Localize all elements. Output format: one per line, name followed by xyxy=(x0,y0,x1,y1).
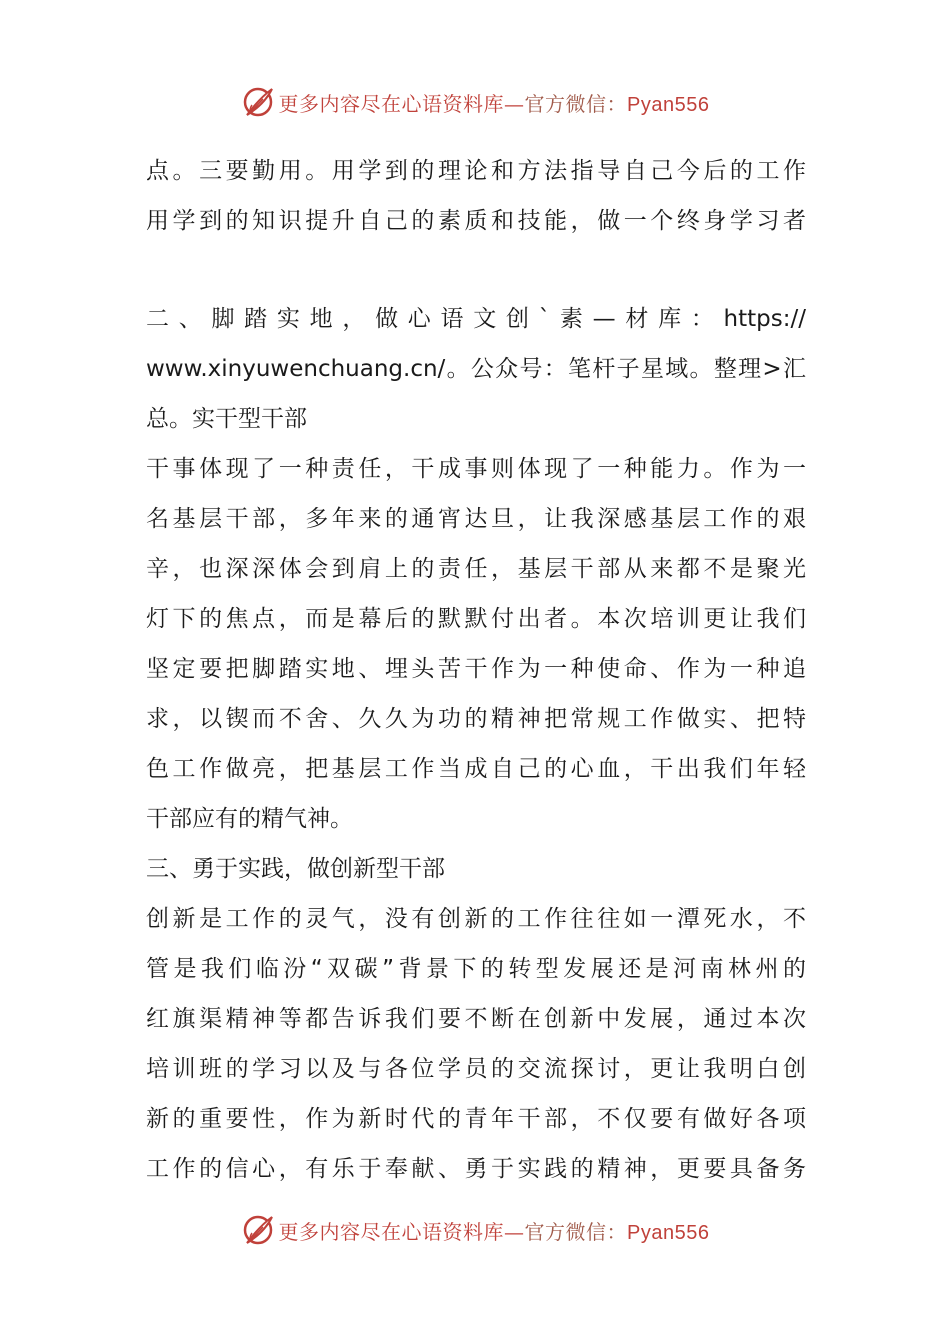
footer-wechat-label: 官方微信： xyxy=(524,1219,628,1244)
body-line-2: 用学到的知识提升自己的素质和技能，做一个终身学习者 xyxy=(146,208,806,234)
body-line-20: 工作的信心，有乐于奉献、勇于实践的精神，更要具备务 xyxy=(146,1156,806,1182)
header-wechat-id: Pyan556 xyxy=(627,93,710,116)
body-line-4: www.xinyuwenchuang.cn/。公众号：笔杆子星域。整理>汇 xyxy=(146,356,806,382)
header-site-text: 更多内容尽在心语资料库 xyxy=(278,91,505,116)
body-line-7: 名基层干部，多年来的通宵达旦，让我深感基层工作的艰 xyxy=(146,506,806,532)
body-line-19: 新的重要性，作为新时代的青年干部，不仅要有做好各项 xyxy=(146,1106,806,1132)
footer-banner-text xyxy=(279,1216,710,1245)
paragraph-gap xyxy=(146,246,806,294)
body-line-13: 干部应有的精气神。 xyxy=(146,806,353,832)
body-line-8: 辛，也深深体会到肩上的责任，基层干部从来都不是聚光 xyxy=(146,556,806,582)
body-line-9: 灯下的焦点，而是幕后的默默付出者。本次培训更让我们 xyxy=(146,606,806,632)
document-body xyxy=(146,146,806,1194)
body-line-10: 坚定要把脚踏实地、埋头苦干作为一种使命、作为一种追 xyxy=(146,656,806,682)
body-line-5: 总。实干型干部 xyxy=(146,406,307,432)
body-line-15: 创新是工作的灵气，没有创新的工作往往如一潭死水，不 xyxy=(146,906,806,932)
body-line-16: 管是我们临汾“双碳”背景下的转型发展还是河南林州的 xyxy=(146,956,806,982)
header-dash: — xyxy=(504,91,525,116)
body-line-3: 二、脚踏实地，做心语文创`素—材库：https:// xyxy=(146,306,806,332)
body-line-17: 红旗渠精神等都告诉我们要不断在创新中发展，通过本次 xyxy=(146,1006,806,1032)
body-line-12: 色工作做亮，把基层工作当成自己的心血，干出我们年轻 xyxy=(146,756,806,782)
header-banner xyxy=(0,82,950,122)
body-line-1: 点。三要勤用。用学到的理论和方法指导自己今后的工作 xyxy=(146,158,806,184)
section-heading-3: 三、勇于实践，做创新型干部 xyxy=(146,856,445,882)
footer-wechat-id: Pyan556 xyxy=(627,1221,710,1244)
footer-site-text: 更多内容尽在心语资料库 xyxy=(278,1219,505,1244)
footer-banner xyxy=(0,1210,950,1250)
quill-logo-icon xyxy=(241,85,275,119)
body-line-6: 干事体现了一种责任，干成事则体现了一种能力。作为一 xyxy=(146,456,806,482)
header-banner-text xyxy=(279,88,710,117)
quill-logo-icon xyxy=(241,1213,275,1247)
footer-dash: — xyxy=(504,1219,525,1244)
body-line-11: 求，以锲而不舍、久久为功的精神把常规工作做实、把特 xyxy=(146,706,806,732)
header-wechat-label: 官方微信： xyxy=(524,91,628,116)
body-line-18: 培训班的学习以及与各位学员的交流探讨，更让我明白创 xyxy=(146,1056,806,1082)
